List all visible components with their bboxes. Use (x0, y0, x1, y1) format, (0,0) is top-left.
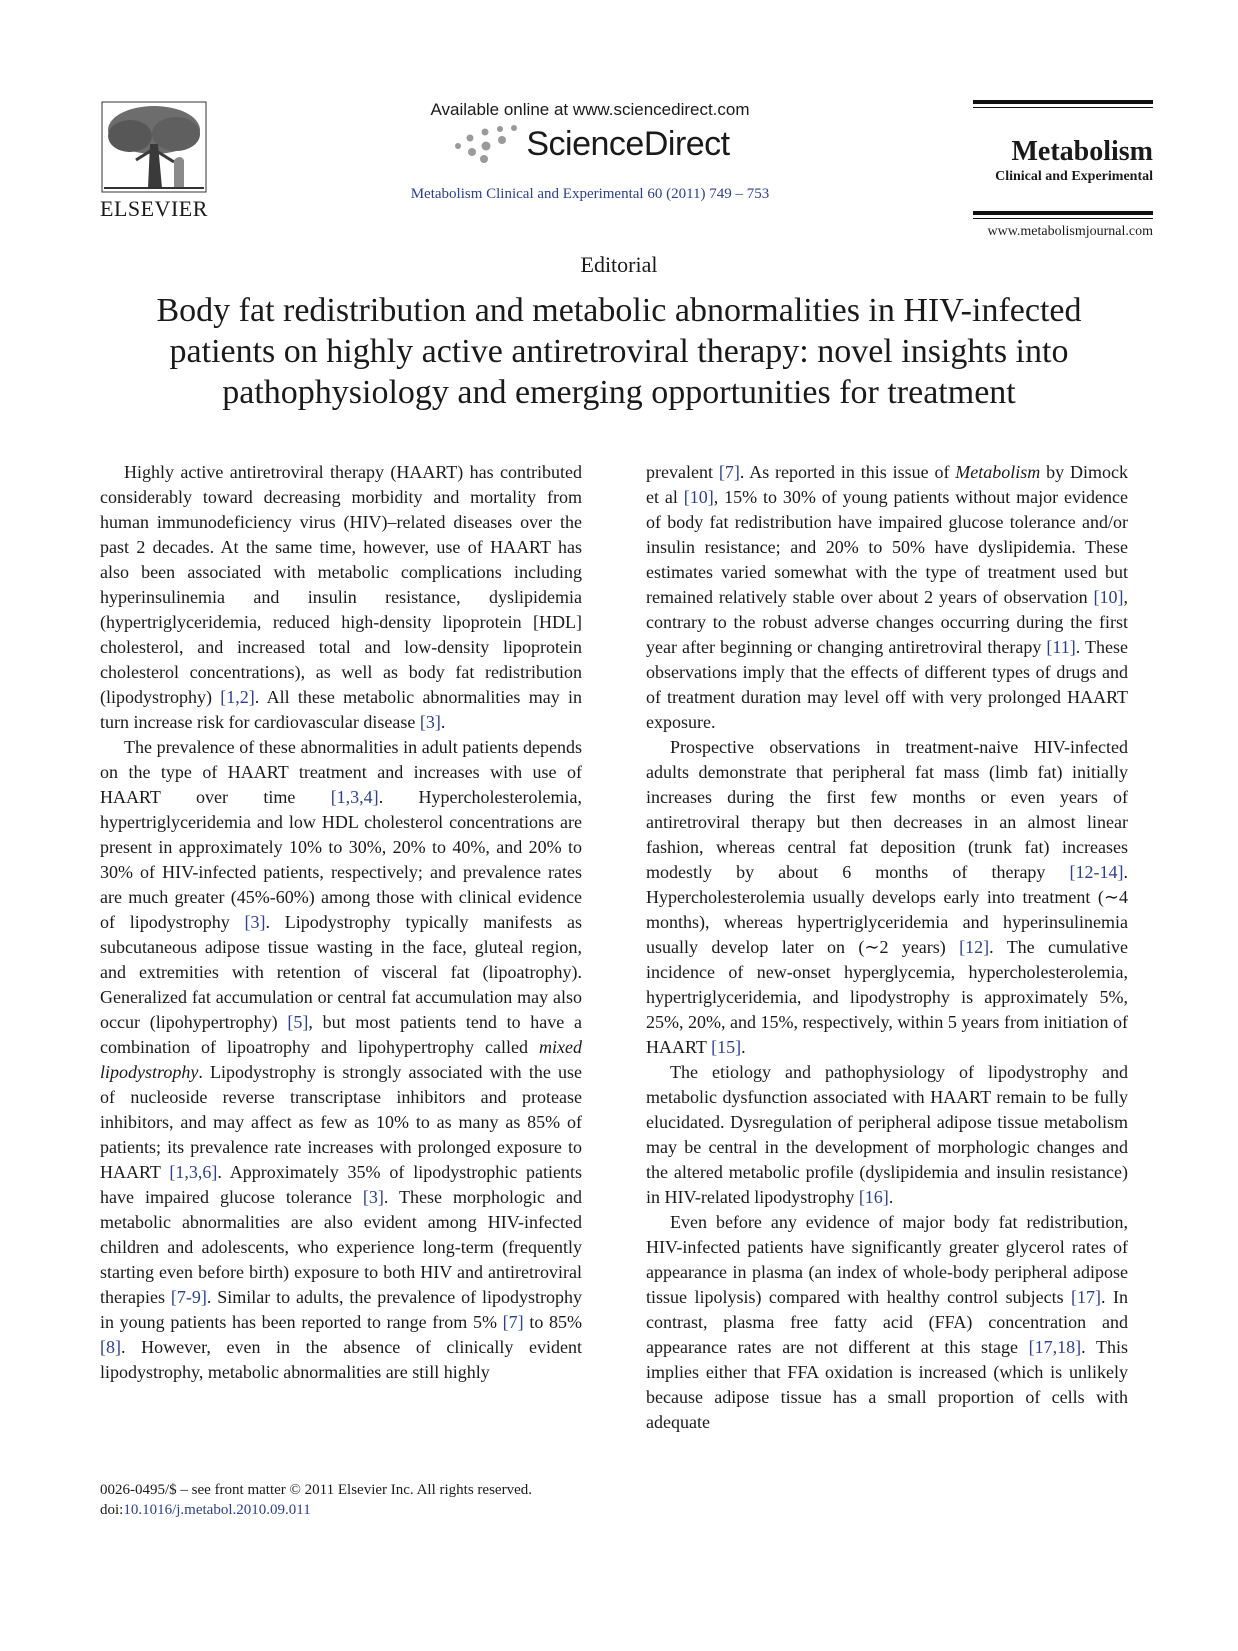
paragraph: Highly active antiretroviral therapy (HAART) has contributed considerably toward decreasing morbidity and mortality from human immunodeficiency virus (HIV)–related diseases over the past 2 decades. At the same time, however, use of HAART has also been associated with metabolic complications including hyperinsulinemia and insulin resistance, dyslipidemia (hypertriglyceridemia, reduced high-density lipoprotein [HDL] cholesterol, and increased total and low-density lipoprotein cholesterol concentrations), as well as body fat redistribution (lipodystrophy) [1,2]. All these metabolic abnormalities may in turn increase risk for cardiovascular disease [3]. (100, 462, 582, 732)
reference-link[interactable]: [17] (1071, 1287, 1102, 1307)
elsevier-logo (100, 100, 212, 222)
reference-link[interactable]: [3] (419, 712, 441, 732)
article-title: Body fat redistribution and metabolic abnormalities in HIV-infected patients on highly active antiretroviral therapy: novel insights into pathophysiology and emerging opportunities for treatment (156, 292, 1082, 411)
masthead-rule-bottom-thin (973, 218, 1153, 219)
paragraph: prevalent [7]. As reported in this issue of Metabolism by Dimock et al [10], 15% to 30% of young patients without major evidence of body fat redistribution have impaired glucose tolerance and/or insulin resistance; and 20% to 50% have dyslipidemia. These estimates varied somewhat with the type of treatment used but remained relatively stable over about 2 years of observation [10], contrary to the robust adverse changes occurring during the first year after beginning or changing antiretroviral therapy [11]. These observations imply that the effects of different types of drugs and of treatment duration may level off with very prolonged HAART exposure. (646, 462, 1128, 732)
platform-header (380, 100, 800, 203)
reference-link[interactable]: [17,18] (1028, 1337, 1082, 1357)
paragraph: Even before any evidence of major body fat redistribution, HIV-infected patients have significantly greater glycerol rates of appearance in plasma (an index of whole-body peripheral adipose tissue lipolysis) compared with healthy control subjects [17]. In contrast, plasma free fatty acid (FFA) concentration and appearance rates are not different at this stage [17,18]. This implies either that FFA oxidation is increased (which is unlikely because adipose tissue has a small proportion of cells with adequate (646, 1212, 1128, 1432)
section-label: Editorial (580, 252, 658, 277)
reference-link[interactable]: [11] (1046, 637, 1076, 657)
publisher-name: ELSEVIER (100, 196, 208, 221)
journal-citation[interactable]: Metabolism Clinical and Experimental 60 (2011) 749 – 753 (410, 186, 770, 202)
available-online-text: Available online at www.sciencedirect.com (430, 100, 750, 119)
journal-name: Metabolism (1011, 136, 1153, 167)
reference-link[interactable]: [7-9] (170, 1287, 207, 1307)
reference-link[interactable]: [1,2] (220, 687, 255, 707)
sciencedirect-wordmark: ScienceDirect (526, 124, 730, 163)
reference-link[interactable]: [3] (244, 912, 266, 932)
doi-line: doi:10.1016/j.metabol.2010.09.011 (100, 1502, 311, 1518)
reference-link[interactable]: [16] (858, 1187, 889, 1207)
journal-masthead (973, 100, 1153, 240)
left-column (100, 460, 582, 1385)
masthead-rule-top (973, 100, 1153, 104)
journal-subtitle: Clinical and Experimental (995, 169, 1153, 184)
right-column (646, 460, 1128, 1435)
reference-link[interactable]: [3] (362, 1187, 384, 1207)
reference-link[interactable]: [10] (683, 487, 714, 507)
reference-link[interactable]: [7] (502, 1312, 524, 1332)
paragraph: Prospective observations in treatment-naive HIV-infected adults demonstrate that peripheral fat mass (limb fat) initially increases during the first few months or even years of antiretroviral therapy but then decreases in an almost linear fashion, whereas central fat deposition (trunk fat) increases modestly by about 6 months of therapy [12-14]. Hypercholesterolemia usually develops early into treatment (∼4 months), whereas hypertriglyceridemia and hyperinsulinemia usually develop later on (∼2 years) [12]. The cumulative incidence of new-onset hyperglycemia, hypercholesterolemia, hypertriglyceridemia, and lipodystrophy is approximately 5%, 25%, 20%, and 15%, respectively, within 5 years from initiation of HAART [15]. (646, 737, 1129, 1057)
journal-name-italic: Metabolism (955, 462, 1041, 482)
reference-link[interactable]: [15] (711, 1037, 742, 1057)
reference-link[interactable]: [1,3,6] (169, 1162, 218, 1182)
reference-link[interactable]: [10] (1093, 587, 1124, 607)
reference-link[interactable]: [5] (287, 1012, 309, 1032)
reference-link[interactable]: [1,3,4] (330, 787, 379, 807)
paragraph: The prevalence of these abnormalities in adult patients depends on the type of HAART treatment and increases with use of HAART over time [1,3,4]. Hypercholesterolemia, hypertriglyceridemia and low HDL cholesterol concentrations are present in approximately 10% to 30%, 20% to 40%, and 20% to 30% of HIV-infected patients, respectively; and prevalence rates are much greater (45%-60%) among those with clinical evidence of lipodystrophy [3]. Lipodystrophy typically manifests as subcutaneous adipose tissue wasting in the face, gluteal region, and extremities with retention of visceral fat (lipoatrophy). Generalized fat accumulation or central fat accumulation may also occur (lipohypertrophy) [5], but most patients tend to have a combination of lipoatrophy and lipohypertrophy called mixed lipodystrophy. Lipodystrophy is strongly associated with the use of nucleoside reverse transcriptase inhibitors and protease inhibitors, and may affect as few as 10% to as many as 85% of patients; its prevalence rate increases with prolonged exposure to HAART [1,3,6]. Approximately 35% of lipodystrophic patients have impaired glucose tolerance [3]. These morphologic and metabolic abnormalities are also evident among HIV-infected children and adolescents, who experience long-term (frequently starting even before birth) exposure to both HIV and antiretroviral therapies [7-9]. Similar to adults, the prevalence of lipodystrophy in young patients has been reported to range from 5% [7] to 85% [8]. However, even in the absence of clinically evident lipodystrophy, metabolic abnormalities are still highly (100, 737, 583, 1382)
copyright-line: 0026-0495/$ – see front matter © 2011 Elsevier Inc. All rights reserved. (100, 1482, 532, 1498)
journal-url[interactable]: www.metabolismjournal.com (987, 224, 1153, 239)
emphasis-term: mixed lipodystrophy (100, 1037, 582, 1082)
reference-link[interactable]: [12-14] (1069, 862, 1124, 882)
paragraph: The etiology and pathophysiology of lipodystrophy and metabolic dysfunction associated with HAART remain to be fully elucidated. Dysregulation of peripheral adipose tissue metabolism may be central in the development of morphologic changes and the altered metabolic profile (dyslipidemia and insulin resistance) in HIV-related lipodystrophy [16]. (646, 1062, 1128, 1207)
reference-link[interactable]: [12] (959, 937, 990, 957)
doi-link[interactable]: 10.1016/j.metabol.2010.09.011 (123, 1502, 311, 1518)
masthead-rule-bottom (973, 211, 1153, 215)
elsevier-tree-icon (100, 100, 208, 194)
footnote (100, 1480, 532, 1520)
masthead-rule-top-thin (973, 107, 1153, 108)
reference-link[interactable]: [7] (718, 462, 740, 482)
sciencedirect-logo (380, 124, 800, 164)
reference-link[interactable]: [8] (100, 1337, 121, 1357)
sciencedirect-dots-icon (450, 124, 520, 164)
